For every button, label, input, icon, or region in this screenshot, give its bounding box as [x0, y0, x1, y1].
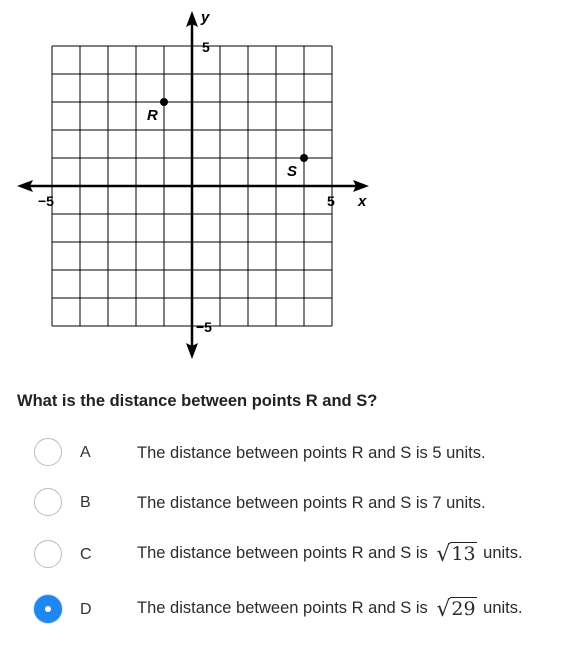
axes	[17, 11, 369, 359]
radio-button-d-selected[interactable]	[34, 595, 62, 623]
y-max-tick-label: 5	[202, 39, 210, 55]
choice-text-main: The distance between points R and S is 5 units.	[137, 444, 486, 462]
y-axis-label: y	[201, 9, 210, 26]
square-root-expression	[436, 544, 476, 566]
choice-text-suffix: units.	[478, 599, 523, 617]
x-axis-label: x	[358, 193, 367, 210]
choice-text-main: The distance between points R and S is	[137, 544, 433, 562]
radio-button-a[interactable]	[34, 438, 62, 466]
radicand: 29	[451, 598, 476, 620]
radical-sign: √	[436, 542, 451, 567]
choice-letter: B	[80, 494, 91, 511]
choice-letter: D	[80, 601, 92, 618]
point-label-s: S	[287, 163, 298, 180]
choice-letter: A	[80, 444, 91, 461]
radical-sign: √	[436, 597, 451, 622]
radio-button-c[interactable]	[34, 540, 62, 568]
choice-letter: C	[80, 546, 92, 563]
plotted-points	[147, 98, 308, 180]
question-text: What is the distance between points R and S?	[17, 392, 378, 410]
choice-d[interactable]	[0, 591, 572, 631]
square-root-expression	[436, 599, 476, 621]
choice-b[interactable]	[0, 484, 572, 524]
radicand: 13	[451, 543, 476, 565]
point-s	[300, 154, 308, 162]
choice-text-suffix: units.	[478, 544, 523, 562]
radio-button-b[interactable]	[34, 488, 62, 516]
choice-a[interactable]	[0, 434, 572, 474]
choice-text-main: The distance between points R and S is	[137, 599, 433, 617]
coordinate-plane	[0, 0, 400, 370]
choice-text	[137, 494, 486, 513]
y-min-tick-label: −5	[196, 319, 212, 335]
point-r	[160, 98, 168, 106]
x-min-tick-label: −5	[38, 193, 54, 209]
choice-text	[137, 444, 486, 463]
choice-text	[137, 544, 523, 566]
choice-c[interactable]	[0, 536, 572, 576]
coordinate-graph	[0, 0, 400, 370]
point-label-r: R	[147, 107, 158, 124]
choice-text-main: The distance between points R and S is 7 units.	[137, 494, 486, 512]
choice-text	[137, 599, 523, 621]
x-max-tick-label: 5	[327, 193, 335, 209]
